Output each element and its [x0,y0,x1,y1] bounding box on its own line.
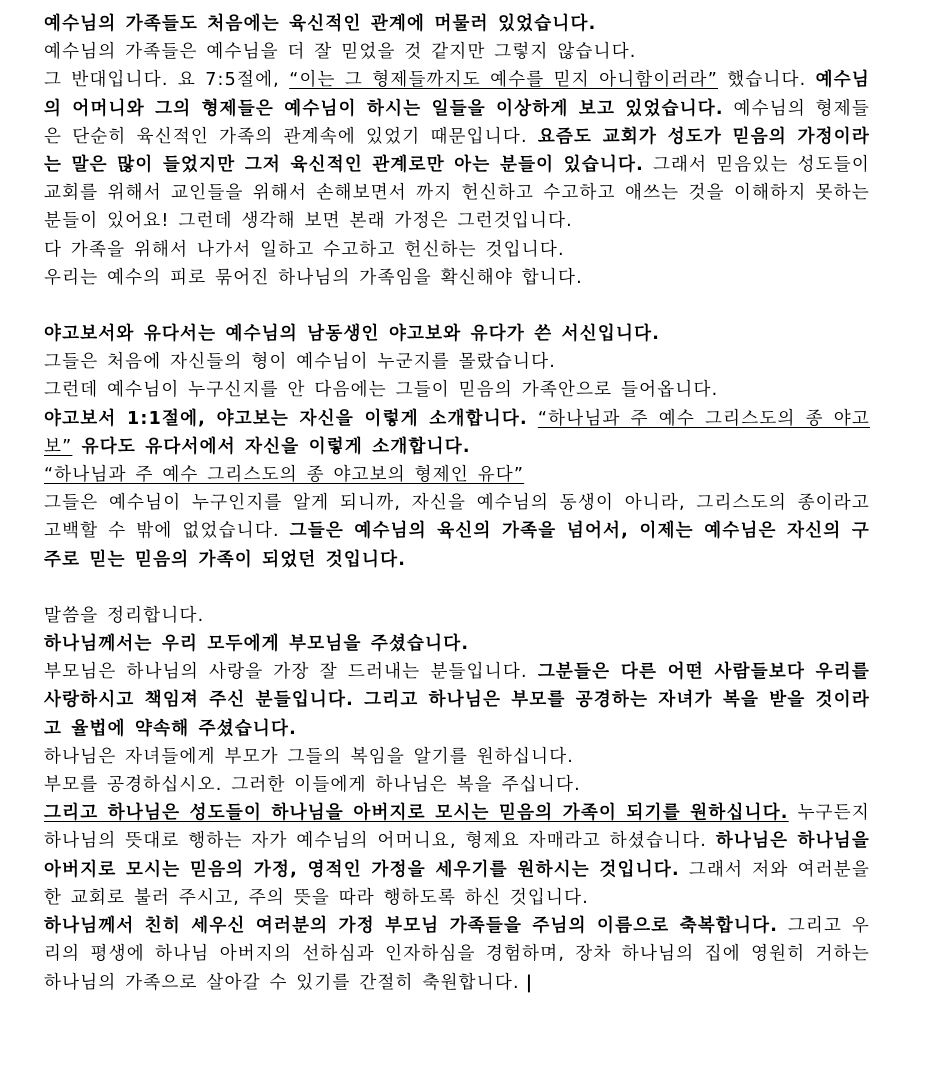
bold-text: 하나님은 하나님을 아버지로 모시는 믿음의 가정, 영적인 가정을 세우기를 원하시는 것입니다. [44,831,871,880]
text-run: 말씀을 정리합니다. [44,605,205,626]
paragraph [44,405,870,461]
paragraph [44,461,870,489]
text-run: 했습니다. [718,70,816,91]
paragraph [44,771,870,799]
paragraph [44,630,870,658]
paragraph-gap [44,292,870,320]
text-run: 누구든지 하나님의 뜻대로 행하는 자가 예수님의 어머니요, 형제요 자매라고 하셨습니다. [44,803,870,852]
paragraph [44,236,870,264]
paragraph [44,66,870,235]
paragraph [44,376,870,404]
text-run: 그래서 믿음있는 성도들이 교회를 위해서 교인들을 위해서 손해보면서 까지 헌신하고 수고하고 애쓰는 것을 이해하지 못하는 분들이 있어요! 그런데 생각해 보면 본래 가정은 그런것입니다. [44,155,870,232]
paragraph [44,348,870,376]
underlined-text: “하나님과 주 예수 그리스도의 종 야고보의 형제인 유다” [44,465,525,486]
bold-text: 예수님의 가족들도 처음에는 육신적인 관계에 머물러 있었습니다. [44,14,597,34]
bold-text: 하나님께서 친히 세우신 여러분의 가정 부모님 가족들을 주님의 이름으로 축복합니다. [44,916,779,937]
bold-text: 유다도 유다서에서 자신을 이렇게 소개합니다. [72,436,471,457]
paragraph [44,912,870,997]
text-run: 우리는 예수의 피로 묶어진 하나님의 가족임을 확신해야 합니다. [44,267,583,288]
bold-text: 예수님의 어머니와 그의 형제들은 예수님이 하시는 일들을 이상하게 보고 있었습니다. [44,70,870,119]
bold-text: 요즘도 교회가 성도가 믿음의 가정이라는 말은 많이 들었지만 그저 육신적인 관계로만 아는 분들이 있습니다. [44,126,870,176]
underlined-text: “이는 그 형제들까지도 예수를 믿지 아니함이러라” [289,70,718,91]
bold-text: 야고보서 1:1절에, 야고보는 자신을 이렇게 소개합니다. [44,408,528,429]
bold-text: 야고보서와 유다서는 예수님의 남동생인 야고보와 유다가 쓴 서신입니다. [44,324,661,345]
text-run: 부모님은 하나님의 사랑을 가장 잘 드러내는 분들입니다. [44,662,538,683]
paragraph-gap [44,574,870,602]
text-run: 부모를 공경하십시오. 그러한 이들에게 하나님은 복을 주십니다. [44,775,581,796]
document-body [44,10,870,997]
paragraph [44,743,870,771]
bold-text: 하나님께서는 우리 모두에게 부모님을 주셨습니다. [44,634,470,655]
paragraph [44,602,870,630]
paragraph [44,799,870,912]
text-run: 그래서 저와 여러분을 한 교회로 불러 주시고, 주의 뜻을 따라 행하도록 하신 것입니다. [44,859,871,908]
paragraph [44,264,870,292]
underlined-text: 그리고 하나님은 성도들이 하나님을 아버지로 모시는 믿음의 가족이 되기를 원하십니다. [44,803,789,824]
paragraph [44,38,870,66]
text-run: 다 가족을 위해서 나가서 일하고 수고하고 헌신하는 것입니다. [44,239,565,260]
bold-text: 그분들은 다른 어떤 사람들보다 우리를 사랑하시고 책임져 주신 분들입니다. 그리고 하나님은 부모를 공경하는 자녀가 복을 받을 것이라고 율법에 약속해 주셨습니다. [44,662,870,739]
paragraph [44,10,870,38]
text-cursor: | [525,972,534,993]
text-run: 그리고 우리의 평생에 하나님 아버지의 선하심과 인자하심을 경험하며, 장차 하나님의 집에 영원히 거하는 하나님의 가족으로 살아갈 수 있기를 간절히 축원합니다. [44,916,871,993]
text-run: 그 반대입니다. 요 7:5절에, [44,70,290,91]
text-run: 그들은 예수님이 누구인지를 알게 되니까, 자신을 예수님의 동생이 아니라, 그리스도의 종이라고 고백할 수 밖에 없었습니다. [44,493,870,542]
underlined-text: “하나님과 주 예수 그리스도의 종 야고보” [44,408,870,457]
text-run: 예수님의 형제들은 단순히 육신적인 가족의 관계속에 있었기 때문입니다. [44,98,870,147]
bold-text: 그들은 예수님의 육신의 가족을 넘어서, 이제는 예수님은 자신의 구주로 믿는 믿음의 가족이 되었던 것입니다. [44,521,870,570]
text-run: 그들은 처음에 자신들의 형이 예수님이 누군지를 몰랐습니다. [44,352,556,373]
text-run: 그런데 예수님이 누구신지를 안 다음에는 그들이 믿음의 가족안으로 들어옵니다. [44,380,719,401]
text-run: 하나님은 자녀들에게 부모가 그들의 복임을 알기를 원하십니다. [44,746,575,767]
paragraph [44,658,870,743]
paragraph [44,489,870,574]
text-run [528,409,538,429]
paragraph [44,320,870,348]
text-run: 예수님의 가족들은 예수님을 더 잘 믿었을 것 같지만 그렇지 않습니다. [44,42,637,63]
